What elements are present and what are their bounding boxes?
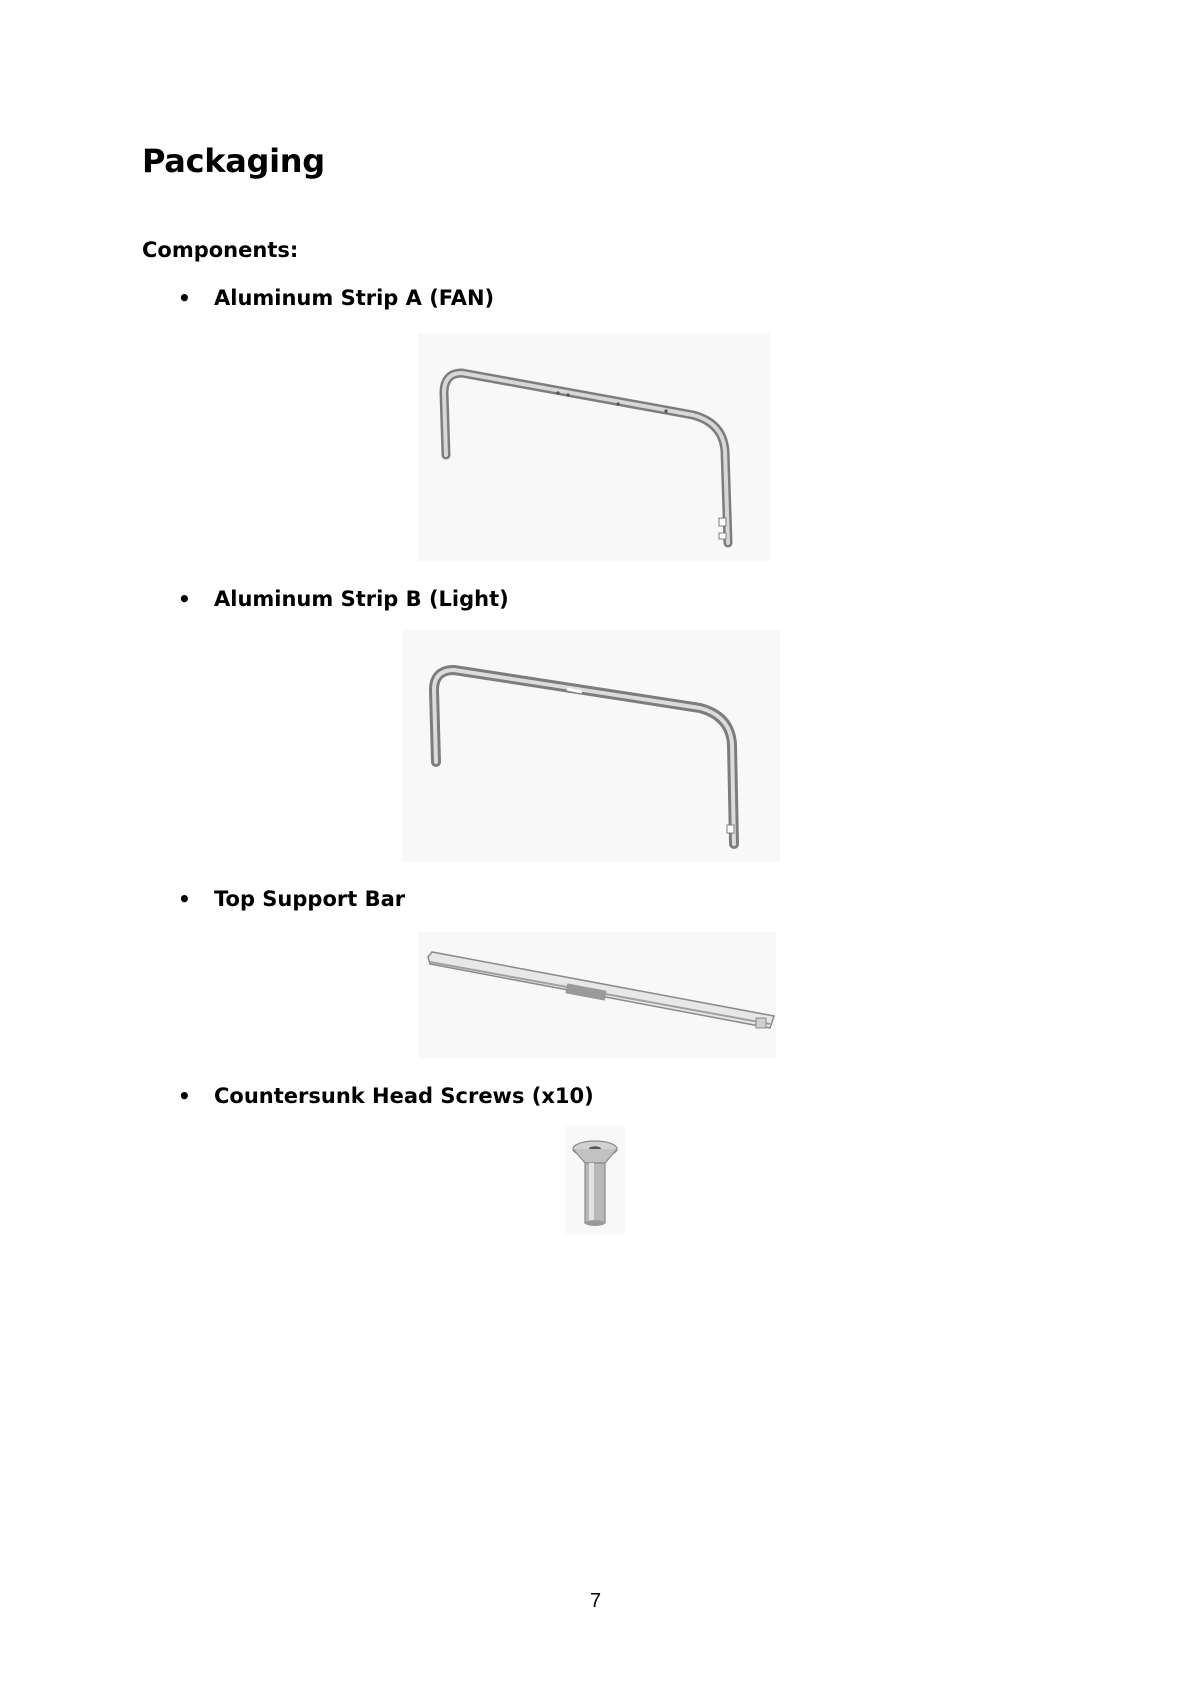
top-support-bar-icon	[418, 932, 776, 1058]
aluminum-strip-b-image	[402, 630, 780, 862]
countersunk-screw-image	[565, 1125, 625, 1235]
aluminum-strip-a-image	[418, 333, 770, 561]
bullet-icon: •	[178, 286, 191, 310]
bullet-icon: •	[178, 1084, 191, 1108]
list-item	[178, 286, 494, 310]
list-item	[178, 587, 509, 611]
bullet-icon: •	[178, 587, 191, 611]
page-title: Packaging	[142, 142, 325, 180]
countersunk-screw-icon	[565, 1125, 625, 1235]
list-item	[178, 1084, 594, 1108]
aluminum-strip-b-icon	[402, 630, 780, 862]
component-label: Aluminum Strip A (FAN)	[214, 286, 495, 310]
aluminum-strip-a-icon	[418, 333, 770, 561]
bullet-icon: •	[178, 887, 191, 911]
component-label: Top Support Bar	[214, 887, 406, 911]
component-label: Aluminum Strip B (Light)	[214, 587, 509, 611]
top-support-bar-image	[418, 932, 776, 1058]
list-item	[178, 887, 405, 911]
components-heading: Components:	[142, 238, 299, 262]
page-number: 7	[589, 1590, 602, 1612]
component-label: Countersunk Head Screws (x10)	[214, 1084, 594, 1108]
